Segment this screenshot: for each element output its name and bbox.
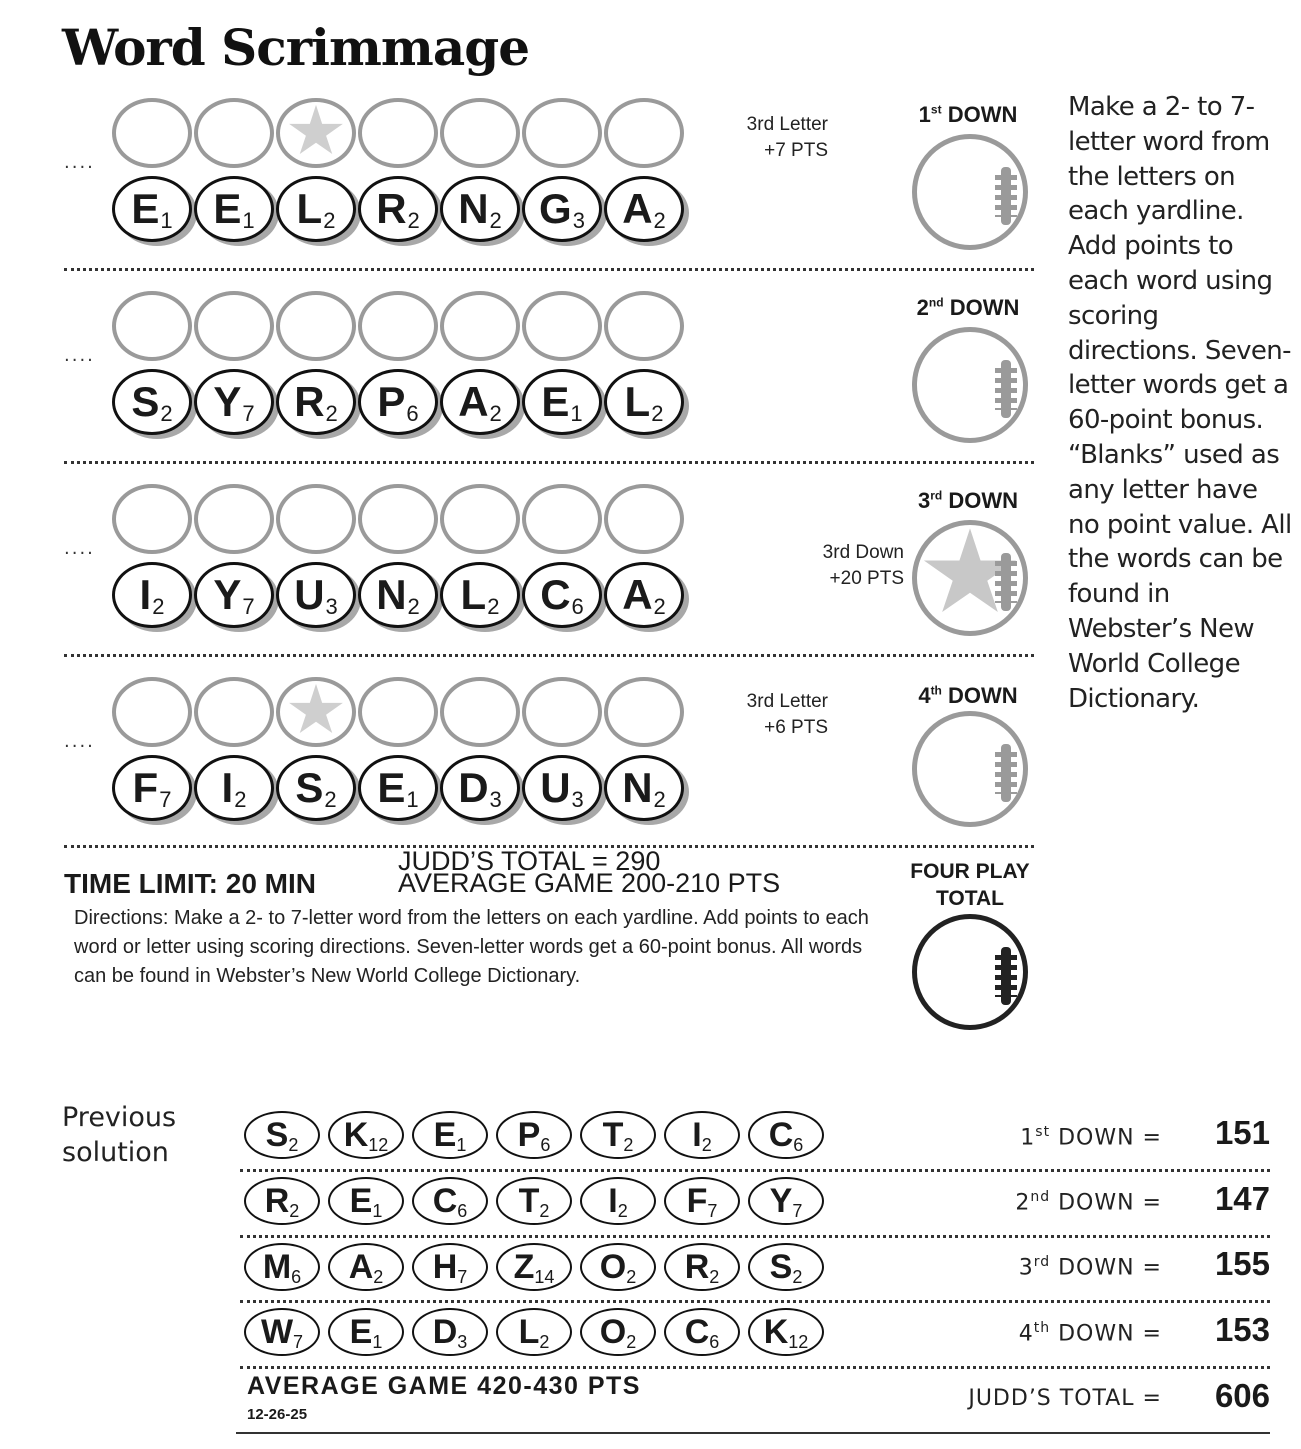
previous-average-game: AVERAGE GAME 420-430 PTS	[247, 1372, 641, 1400]
tile-points: 2	[653, 594, 666, 619]
tile-points: 1	[570, 401, 583, 426]
yardline-row-4	[0, 675, 1040, 855]
answer-blank[interactable]	[440, 484, 520, 554]
solution-down-label-1: 1st DOWN =	[1020, 1124, 1162, 1151]
tile-points: 3	[325, 594, 338, 619]
tile-letter: R	[376, 185, 407, 232]
answer-blank[interactable]	[112, 291, 192, 361]
solution-tile: H 7	[412, 1243, 488, 1291]
letter-tile[interactable]	[276, 176, 356, 242]
yardline-divider	[64, 268, 1034, 271]
answer-blank[interactable]	[194, 484, 274, 554]
letter-tile[interactable]	[358, 176, 438, 242]
solution-score-4: 153	[1214, 1311, 1270, 1348]
tile-letter: L	[296, 185, 323, 232]
row-leader-dots: ....	[64, 345, 95, 366]
solution-tile: S 2	[244, 1111, 320, 1159]
solution-tile: Z 14	[496, 1243, 572, 1291]
yardline-divider	[64, 461, 1034, 464]
answer-blank[interactable]	[276, 484, 356, 554]
tile-letter: Y	[213, 571, 242, 618]
tile-letter: A	[622, 571, 653, 618]
score-ball-3[interactable]	[912, 520, 1028, 636]
answer-blank[interactable]	[440, 291, 520, 361]
score-ball-4[interactable]	[912, 711, 1028, 827]
row-leader-dots: ....	[64, 152, 95, 173]
tile-points: 7	[159, 787, 172, 812]
tile-points: 2	[323, 208, 336, 233]
solution-tile: C 6	[412, 1177, 488, 1225]
solution-tile: S 2	[748, 1243, 824, 1291]
solution-tile: D 3	[412, 1308, 488, 1356]
answer-blanks	[112, 484, 684, 554]
tile-points: 2	[324, 787, 337, 812]
answer-blank[interactable]	[522, 484, 602, 554]
tile-points: 2	[152, 594, 165, 619]
solution-tile: E 1	[328, 1177, 404, 1225]
tile-points: 2	[653, 208, 666, 233]
letter-tile[interactable]	[604, 176, 684, 242]
tile-points: 6	[571, 594, 584, 619]
football-lace-icon	[1001, 947, 1011, 1005]
letter-tile[interactable]	[440, 176, 520, 242]
tile-letter: E	[377, 764, 406, 811]
tile-points: 2	[487, 594, 500, 619]
instructions-sidebar: Make a 2- to 7-letter word from the letters on each yardline. Add points to each word using scoring directions. Seven-letter words get a 60-point bonus. “Blanks” used as any letter have no point value. All the words can be found in Webster’s New World College Dictionary.	[1068, 92, 1292, 714]
tile-letter: N	[622, 764, 653, 811]
previous-judds-total-label: JUDD’S TOTAL =	[968, 1386, 1162, 1411]
answer-blank[interactable]	[604, 291, 684, 361]
row-leader-dots: ....	[64, 538, 95, 559]
star-icon	[288, 105, 344, 159]
solution-tile: T 2	[496, 1177, 572, 1225]
tile-points: 1	[160, 208, 173, 233]
solution-divider	[240, 1366, 1270, 1369]
solution-score-1: 151	[1214, 1114, 1270, 1151]
answer-blank[interactable]	[194, 98, 274, 168]
tile-letter: C	[540, 571, 571, 618]
down-label-4: 4th DOWN	[918, 683, 1018, 708]
answer-blank[interactable]	[194, 291, 274, 361]
answer-blank[interactable]	[522, 291, 602, 361]
solution-row-3	[244, 1243, 824, 1291]
solution-divider	[240, 1235, 1270, 1238]
judds-total-and-average	[398, 846, 781, 898]
tile-points: 2	[160, 401, 173, 426]
tile-points: 6	[406, 401, 419, 426]
tile-letter: R	[294, 378, 325, 425]
solution-tile: K 12	[328, 1111, 404, 1159]
answer-blank[interactable]	[194, 677, 274, 747]
letter-tile[interactable]	[194, 176, 274, 242]
tile-letter: A	[622, 185, 653, 232]
tile-points: 2	[407, 594, 420, 619]
tile-points: 2	[651, 401, 664, 426]
yardline-divider	[64, 654, 1034, 657]
directions-text: Directions: Make a 2- to 7-letter word from the letters on each yardline. Add points to each word or letter using scoring directions. Seven-letter words get a 60-point bonus. All words can be found in Webster’s New World College Dictionary.	[74, 907, 869, 987]
solution-tile: C 6	[748, 1111, 824, 1159]
letter-tile[interactable]	[194, 369, 274, 435]
letter-tile[interactable]	[194, 755, 274, 821]
answer-blank[interactable]	[604, 98, 684, 168]
answer-blank[interactable]	[522, 677, 602, 747]
solution-tile: E 1	[412, 1111, 488, 1159]
solution-tile: O 2	[580, 1243, 656, 1291]
bottom-rule	[236, 1432, 1270, 1434]
down-label-3: 3rd DOWN	[917, 488, 1019, 513]
letter-tile[interactable]	[358, 755, 438, 821]
letter-tile[interactable]	[112, 562, 192, 628]
letter-tile[interactable]	[440, 562, 520, 628]
letter-tile[interactable]	[522, 562, 602, 628]
tile-points: 3	[571, 787, 584, 812]
tile-letter: L	[460, 571, 487, 618]
answer-blank[interactable]	[112, 677, 192, 747]
tile-points: 2	[653, 787, 666, 812]
solution-tile: C 6	[664, 1308, 740, 1356]
tile-letter: S	[295, 764, 324, 811]
tile-letter: F	[132, 764, 159, 811]
answer-blank[interactable]	[358, 98, 438, 168]
down-label-2: 2nd DOWN	[916, 295, 1020, 320]
yardline-row-2	[0, 289, 1040, 469]
tile-letter: U	[540, 764, 571, 811]
solution-divider	[240, 1300, 1270, 1303]
answer-blanks	[112, 98, 684, 168]
answer-blanks	[112, 677, 684, 747]
football-lace-icon	[1001, 167, 1011, 225]
four-play-total-label: FOUR PLAY TOTAL	[910, 860, 1030, 910]
tile-letter: U	[294, 571, 325, 618]
solution-tile: I 2	[580, 1177, 656, 1225]
letter-tile[interactable]	[522, 369, 602, 435]
football-lace-icon	[1001, 744, 1011, 802]
tile-points: 2	[325, 401, 338, 426]
answer-blank[interactable]	[604, 677, 684, 747]
tile-letter: I	[221, 764, 234, 811]
solution-down-label-3: 3rd DOWN =	[1018, 1254, 1162, 1281]
solution-score-2: 147	[1214, 1180, 1270, 1217]
letter-tiles	[112, 562, 684, 628]
four-play-total-ball[interactable]	[912, 914, 1028, 1030]
tile-letter: A	[458, 378, 489, 425]
answer-blank[interactable]	[276, 291, 356, 361]
tile-letter: E	[213, 185, 242, 232]
answer-blank[interactable]	[440, 677, 520, 747]
puzzle-date: 12-26-25	[247, 1406, 308, 1423]
tile-points: 2	[234, 787, 247, 812]
solution-divider	[240, 1169, 1270, 1172]
judds-total: JUDD’S TOTAL = 290	[398, 846, 661, 876]
row-leader-dots: ....	[64, 731, 95, 752]
previous-solution-label: Previous solution	[62, 1102, 177, 1168]
yardline-row-3	[0, 482, 1040, 662]
solution-down-label-4: 4th DOWN =	[1018, 1320, 1162, 1347]
letter-tile[interactable]	[112, 176, 192, 242]
solution-down-label-2: 2nd DOWN =	[1015, 1189, 1162, 1216]
answer-blank[interactable]	[358, 677, 438, 747]
tile-points: 7	[242, 401, 255, 426]
tile-letter: E	[131, 185, 160, 232]
score-ball-1[interactable]	[912, 134, 1028, 250]
tile-points: 2	[489, 208, 502, 233]
tile-letter: E	[541, 378, 570, 425]
answer-blank-star[interactable]	[276, 98, 356, 168]
tile-letter: D	[458, 764, 489, 811]
solution-row-4	[244, 1308, 824, 1356]
solution-tile: W 7	[244, 1308, 320, 1356]
solution-tile: M 6	[244, 1243, 320, 1291]
score-ball-2[interactable]	[912, 327, 1028, 443]
time-limit: TIME LIMIT: 20 MIN	[64, 868, 316, 899]
previous-judds-total-score: 606	[1214, 1377, 1270, 1414]
answer-blank[interactable]	[112, 98, 192, 168]
letter-tile[interactable]	[276, 562, 356, 628]
solution-tile: P 6	[496, 1111, 572, 1159]
answer-blank[interactable]	[358, 291, 438, 361]
tile-points: 7	[242, 594, 255, 619]
answer-blank[interactable]	[440, 98, 520, 168]
down-label-1: 1st DOWN	[918, 102, 1018, 127]
letter-bonus: 3rd Letter +7 PTS	[746, 114, 828, 161]
letter-tile[interactable]	[112, 755, 192, 821]
solution-row-2	[244, 1177, 824, 1225]
answer-blank[interactable]	[358, 484, 438, 554]
solution-tile: A 2	[328, 1243, 404, 1291]
tile-letter: I	[139, 571, 152, 618]
tile-letter: L	[624, 378, 651, 425]
letter-tile[interactable]	[604, 562, 684, 628]
solution-score-3: 155	[1214, 1245, 1270, 1282]
letter-tile[interactable]	[440, 369, 520, 435]
letter-tile[interactable]	[522, 755, 602, 821]
down-bonus: 3rd Down +20 PTS	[822, 542, 904, 589]
answer-blank-star[interactable]	[276, 677, 356, 747]
letter-tile[interactable]	[276, 369, 356, 435]
letter-tile[interactable]	[276, 755, 356, 821]
solution-tile: K 12	[748, 1308, 824, 1356]
solution-tile: R 2	[664, 1243, 740, 1291]
tile-points: 1	[406, 787, 419, 812]
letter-tile[interactable]	[358, 369, 438, 435]
letter-tile[interactable]	[604, 369, 684, 435]
tile-letter: S	[131, 378, 160, 425]
football-lace-icon	[1001, 360, 1011, 418]
answer-blank[interactable]	[112, 484, 192, 554]
answer-blanks	[112, 291, 684, 361]
football-lace-icon	[1001, 553, 1011, 611]
tile-points: 1	[242, 208, 255, 233]
tile-letter: N	[376, 571, 407, 618]
letter-tiles	[112, 755, 684, 821]
solution-tile: R 2	[244, 1177, 320, 1225]
solution-tile: Y 7	[748, 1177, 824, 1225]
solution-tile: L 2	[496, 1308, 572, 1356]
tile-letter: N	[458, 185, 489, 232]
solution-tile: F 7	[664, 1177, 740, 1225]
page-title: Word Scrimmage	[62, 18, 530, 77]
solution-tile: T 2	[580, 1111, 656, 1159]
tile-points: 3	[572, 208, 585, 233]
tile-points: 2	[407, 208, 420, 233]
tile-points: 2	[489, 401, 502, 426]
tile-letter: G	[539, 185, 572, 232]
answer-blank[interactable]	[604, 484, 684, 554]
solution-tile: E 1	[328, 1308, 404, 1356]
star-icon	[288, 684, 344, 738]
solution-row-1	[244, 1111, 824, 1159]
letter-tile[interactable]	[358, 562, 438, 628]
tile-letter: Y	[213, 378, 242, 425]
letter-bonus: 3rd Letter +6 PTS	[746, 691, 828, 738]
yardline-row-1	[0, 96, 1040, 276]
letter-tile[interactable]	[112, 369, 192, 435]
letter-tiles	[112, 369, 684, 435]
letter-tiles	[112, 176, 684, 242]
tile-letter: P	[377, 378, 406, 425]
solution-tile: I 2	[664, 1111, 740, 1159]
letter-tile[interactable]	[194, 562, 274, 628]
solution-tile: O 2	[580, 1308, 656, 1356]
letter-tile[interactable]	[522, 176, 602, 242]
average-game: AVERAGE GAME 200-210 PTS	[398, 868, 781, 898]
letter-tile[interactable]	[440, 755, 520, 821]
tile-points: 3	[489, 787, 502, 812]
answer-blank[interactable]	[522, 98, 602, 168]
letter-tile[interactable]	[604, 755, 684, 821]
